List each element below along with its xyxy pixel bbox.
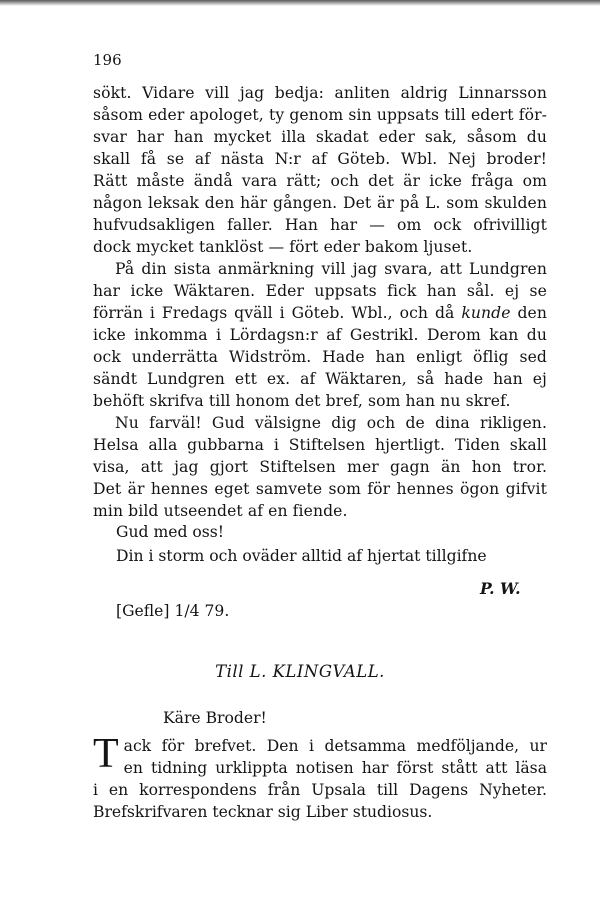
text-line: Helsa alla gubbarna i Stiftelsen hjertligt. Tiden skall bbox=[93, 436, 547, 454]
salutation: Käre Broder! bbox=[163, 709, 267, 727]
blessing-line: Gud med oss! bbox=[116, 523, 225, 541]
text-line: en tidning urklippta notisen har först stått att läsa bbox=[123, 759, 547, 777]
text-line: skall få se af nästa N:r af Göteb. Wbl. Nej broder! bbox=[93, 150, 547, 168]
text-line bbox=[93, 302, 547, 324]
page-number: 196 bbox=[93, 51, 122, 69]
text-line: ock underrätta Widström. Hade han enligt öflig sed bbox=[93, 348, 547, 366]
place-date: [Gefle] 1/4 79. bbox=[116, 602, 230, 620]
text-line: någon leksak den här gången. Det är på L. som skulden bbox=[93, 194, 547, 212]
text-line: har icke Wäktaren. Eder uppsats fick han sål. ej se bbox=[93, 282, 547, 300]
text-line: icke inkomma i Lördagsn:r af Gestrikl. Derom kan du bbox=[93, 326, 547, 344]
page-top-edge bbox=[0, 0, 600, 6]
text-segment: förrän i Fredags qväll i Göteb. Wbl., och då bbox=[93, 304, 455, 322]
paragraph-3 bbox=[93, 412, 547, 522]
text-line: såsom eder apologet, ty genom sin uppsats till edert för- bbox=[93, 106, 547, 124]
paragraph-2 bbox=[93, 258, 547, 412]
text-line: Nu farväl! Gud välsigne dig och de dina rikligen. bbox=[115, 414, 547, 432]
text-line: svar har han mycket illa skadat eder sak, såsom du bbox=[93, 128, 547, 146]
paragraph-1 bbox=[93, 82, 547, 258]
text-line: behöft skrifva till honom det bref, som han nu skref. bbox=[93, 392, 511, 410]
letter-body bbox=[93, 731, 547, 823]
text-line: sökt. Vidare vill jag bedja: anliten aldrig Linnarsson bbox=[93, 84, 547, 102]
signature-initials: P. W. bbox=[480, 579, 521, 598]
text-line: hufvudsakligen faller. Han har — om ock ofrivilligt bbox=[93, 216, 547, 234]
drop-cap: T bbox=[93, 731, 119, 777]
text-line: min bild utseendet af en fiende. bbox=[93, 502, 348, 520]
text-line: Det är hennes eget samvete som för hennes ögon gifvit bbox=[93, 480, 547, 498]
text-segment: den bbox=[517, 304, 547, 322]
text-line: sändt Lundgren ett ex. af Wäktaren, så hade han ej bbox=[93, 370, 547, 388]
closing-line: Din i storm och oväder alltid af hjertat tillgifne bbox=[116, 547, 487, 565]
text-line: i en korrespondens från Upsala till Dagens Nyheter. bbox=[93, 781, 547, 799]
text-line: På din sista anmärkning vill jag svara, att Lundgren bbox=[115, 260, 547, 278]
letter-heading: Till L. KLINGVALL. bbox=[215, 662, 385, 681]
text-line: Brefskrifvaren tecknar sig Liber studiosus. bbox=[93, 803, 433, 821]
text-line: Rätt måste ändå vara rätt; och det är icke fråga om bbox=[93, 172, 547, 190]
emphasis-word: kunde bbox=[461, 304, 511, 322]
text-line: ack för brefvet. Den i detsamma medföljande, ur bbox=[123, 737, 547, 755]
text-line: visa, att jag gjort Stiftelsen mer gagn än hon tror. bbox=[93, 458, 547, 476]
text-line: dock mycket tanklöst — fört eder bakom ljuset. bbox=[93, 238, 473, 256]
